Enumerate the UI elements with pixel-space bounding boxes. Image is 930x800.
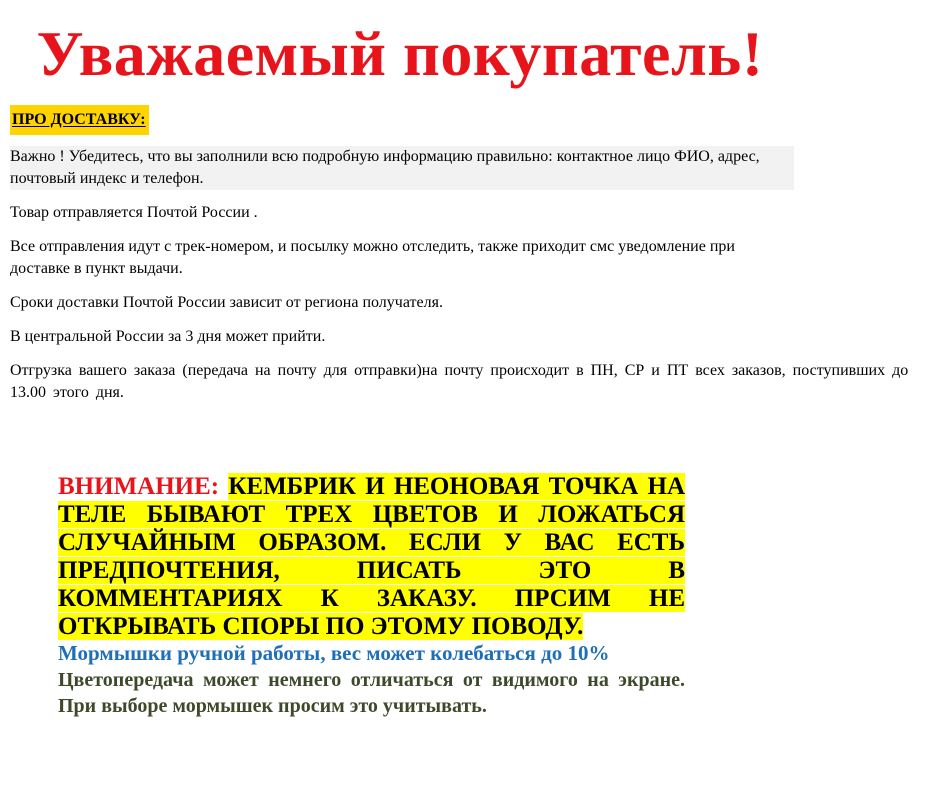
delivery-section-label: ПРО ДОСТАВКУ: bbox=[10, 105, 149, 135]
page-title: Уважаемый покупатель! bbox=[36, 18, 764, 89]
important-paragraph: Важно ! Убедитесь, что вы заполнили всю подробную информацию правильно: контактное лицо ФИО, адрес, почтовый индекс и телефон. bbox=[10, 146, 794, 190]
delivery-info bbox=[10, 146, 930, 416]
attention-text: КЕМБРИК И НЕОНОВАЯ ТОЧКА НА ТЕЛЕ БЫВАЮТ ТРЕХ ЦВЕТОВ И ЛОЖАТЬСЯ СЛУЧАЙНЫМ ОБРАЗОМ. ЕСЛИ У ВАС ЕСТЬ ПРЕДПОЧТЕНИЯ, ПИСАТЬ ЭТО В КОММЕНТАРИЯХ К ЗАКАЗУ. ПРСИМ НЕ ОТКРЫВАТЬ СПОРЫ ПО ЭТОМУ ПОВОДУ. bbox=[58, 473, 685, 640]
attention-notice bbox=[58, 473, 685, 641]
shipping-paragraph: Отгрузка вашего заказа (передача на почту для отправки)на почту происходит в ПН, СР и ПТ всех заказов, поступивших до 13.00 этого дня. bbox=[10, 362, 909, 401]
central-russia-paragraph: В центральной России за 3 дня может прийти. bbox=[10, 328, 326, 345]
handmade-note: Мормышки ручной работы, вес может колебаться до 10% bbox=[58, 641, 610, 665]
terms-paragraph: Сроки доставки Почтой России зависит от региона получателя. bbox=[10, 294, 443, 311]
color-rendering-note: Цветопередача может немнего отличаться от видимого на экране. При выборе мормышек просим это учитывать. bbox=[58, 669, 685, 717]
tracking-paragraph: Все отправления идут с трек-номером, и посылку можно отследить, также приходит смс уведомление при доставке в пункт выдачи. bbox=[10, 238, 735, 277]
carrier-paragraph: Товар отправляется Почтой России . bbox=[10, 204, 258, 221]
attention-label: ВНИМАНИЕ: bbox=[58, 473, 220, 500]
